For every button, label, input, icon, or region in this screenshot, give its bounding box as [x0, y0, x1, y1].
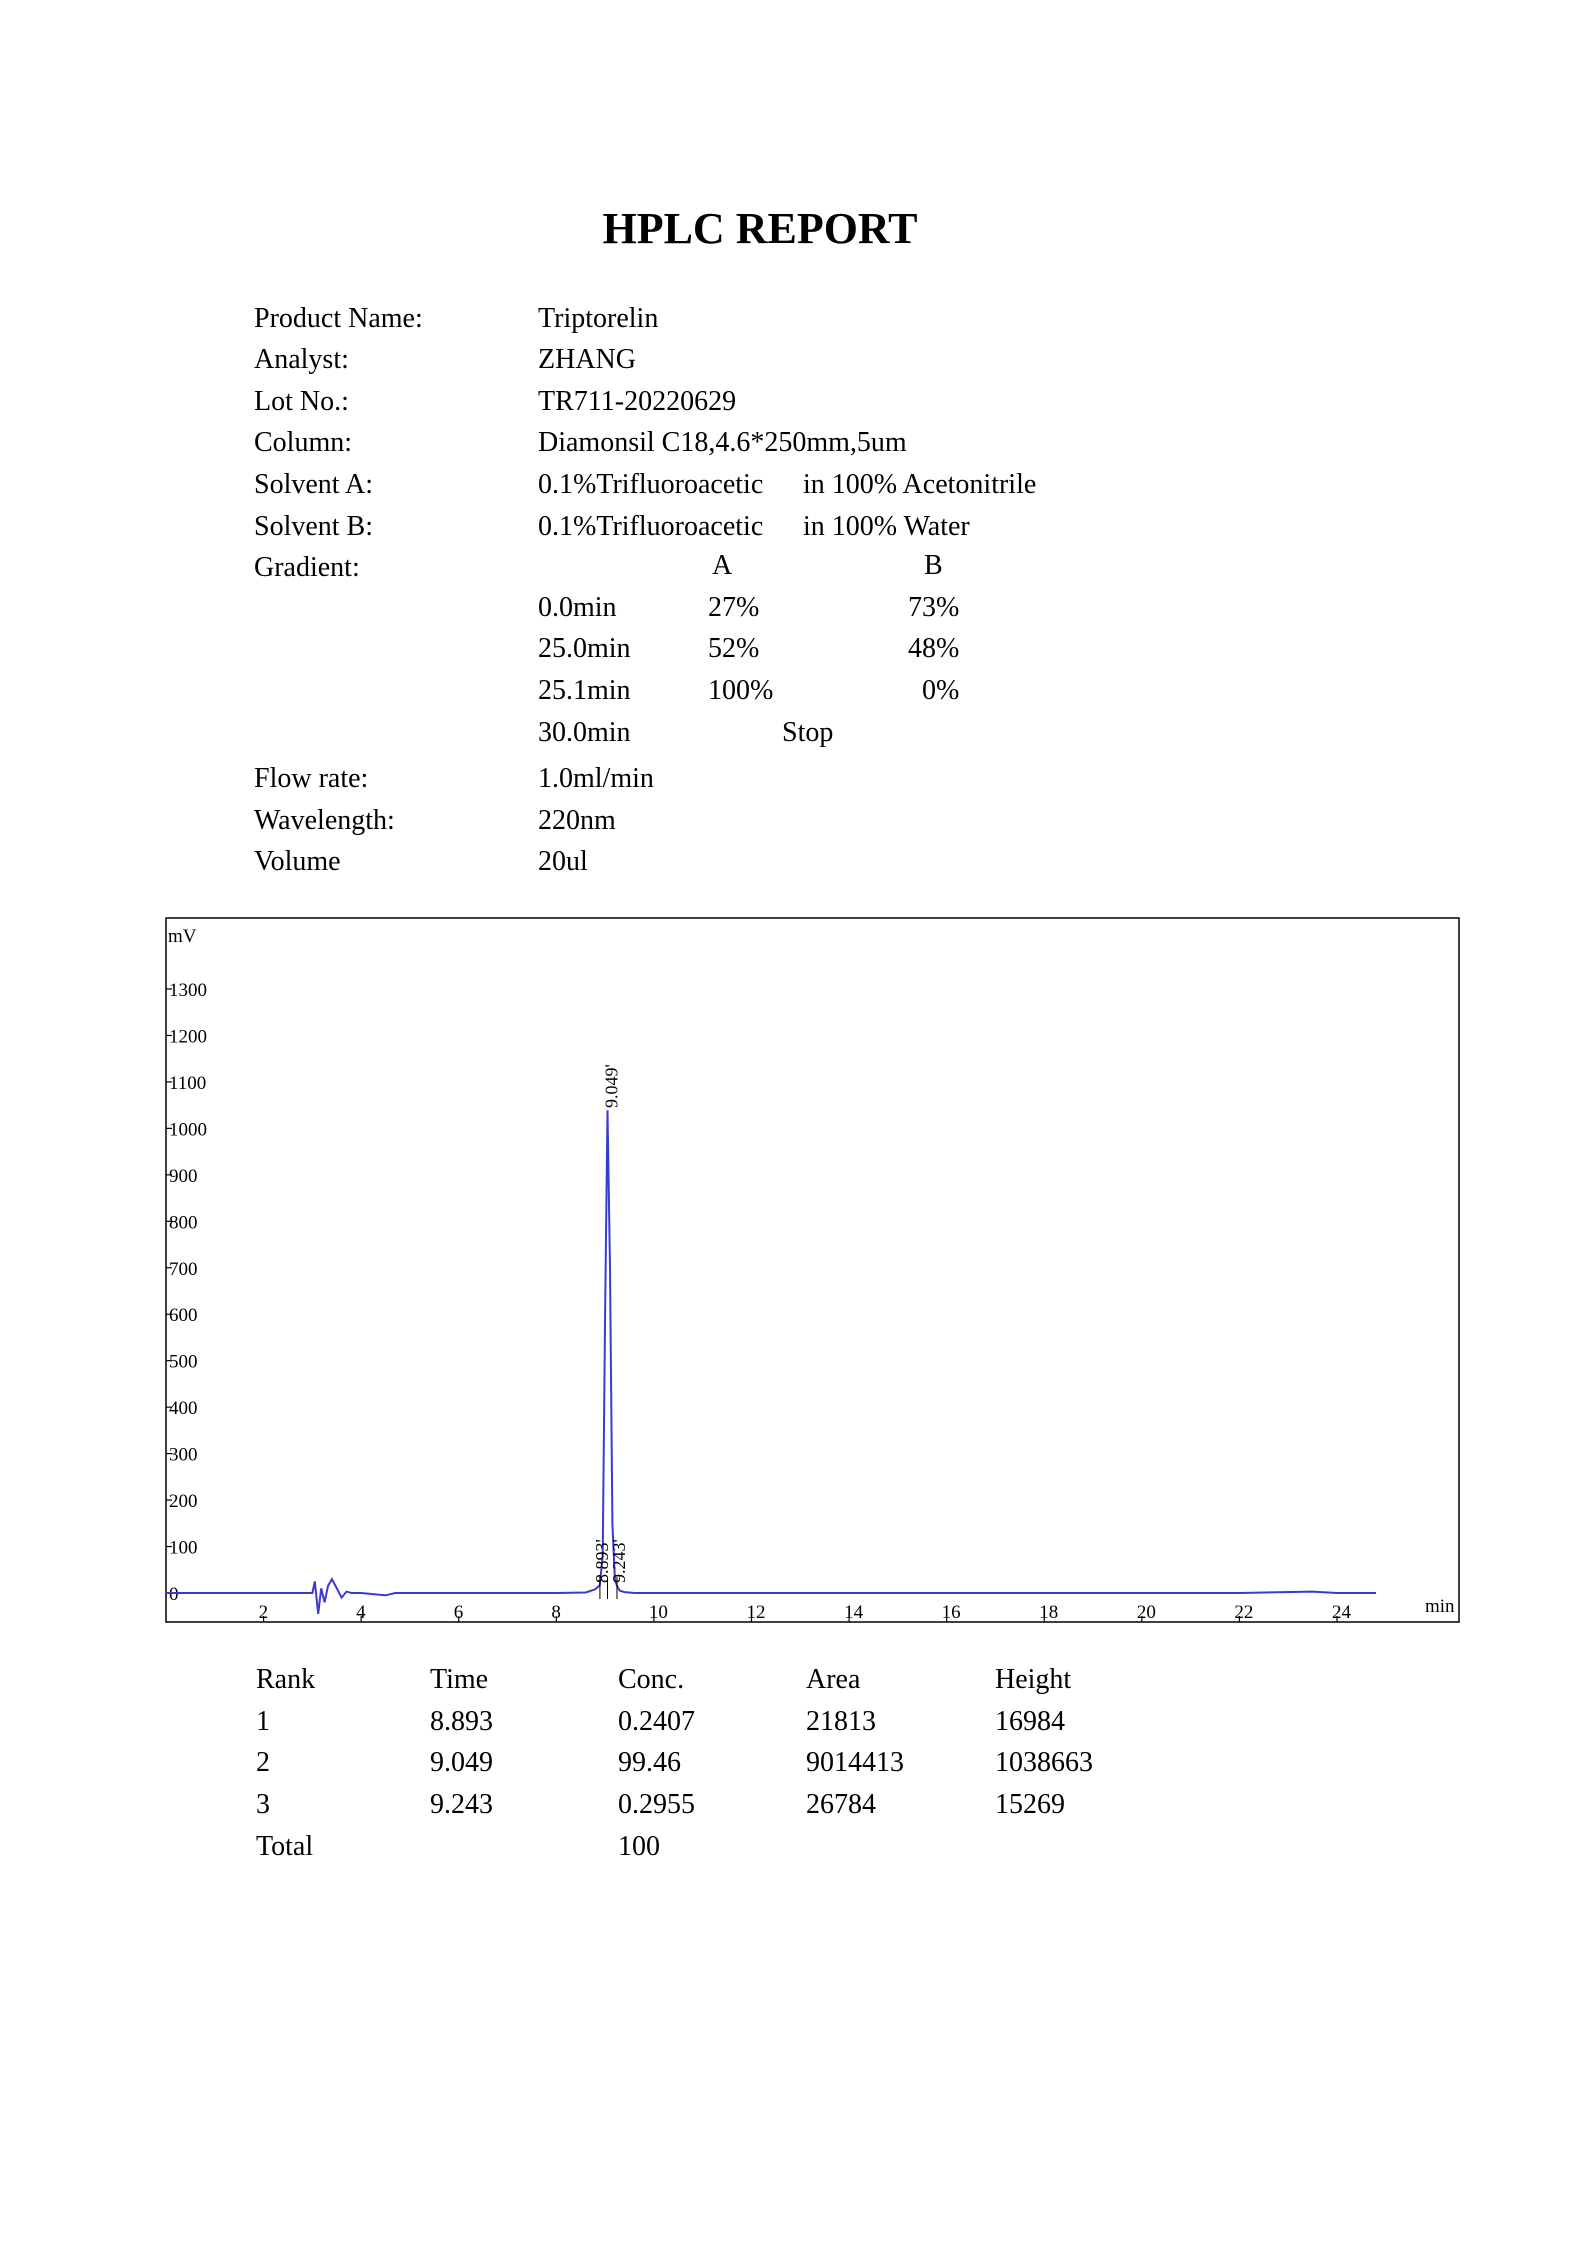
gradient-a: 27% — [708, 592, 760, 623]
gradient-time: 0.0min — [538, 592, 617, 623]
results-header-conc: Conc. — [618, 1664, 685, 1695]
peak-label: 8.893' — [591, 1539, 612, 1583]
column-value: Diamonsil C18,4.6*250mm,5um — [538, 427, 907, 458]
y-tick-label: 100 — [169, 1537, 198, 1559]
results-header-area: Area — [806, 1664, 861, 1695]
solvent-a-value2: in 100% Acetonitrile — [803, 469, 1037, 500]
volume-label: Volume — [254, 846, 341, 877]
results-cell: 0.2407 — [618, 1706, 695, 1737]
peak-label: 9.243' — [608, 1539, 629, 1583]
results-cell: 3 — [256, 1789, 270, 1820]
gradient-time: 25.1min — [538, 675, 631, 706]
y-tick-label: 700 — [169, 1258, 198, 1280]
results-cell: 1038663 — [995, 1747, 1093, 1778]
gradient-col-a: A — [712, 550, 733, 581]
results-total-label: Total — [256, 1831, 314, 1862]
gradient-b: 73% — [908, 592, 960, 623]
lot-label: Lot No.: — [254, 386, 349, 417]
y-tick-label: 1000 — [169, 1119, 207, 1141]
product-name-label: Product Name: — [254, 303, 423, 334]
y-tick-label: 200 — [169, 1491, 198, 1513]
results-header-height: Height — [995, 1664, 1072, 1695]
x-tick-label: 20 — [1136, 1602, 1156, 1623]
x-tick-label: 16 — [941, 1602, 961, 1623]
solvent-a-label: Solvent A: — [254, 469, 374, 500]
x-tick-label: 18 — [1039, 1602, 1059, 1623]
results-header-time: Time — [430, 1664, 489, 1695]
results-cell: 9.243 — [430, 1789, 493, 1820]
solvent-b-label: Solvent B: — [254, 511, 374, 542]
gradient-stop-label: Stop — [782, 717, 834, 748]
analyst-value: ZHANG — [538, 344, 636, 375]
wavelength-label: Wavelength: — [254, 805, 395, 836]
x-tick-label: 22 — [1234, 1602, 1254, 1623]
y-tick-label: 400 — [169, 1398, 198, 1420]
gradient-label: Gradient: — [254, 552, 360, 583]
results-total-conc: 100 — [618, 1831, 660, 1862]
results-cell: 0.2955 — [618, 1789, 695, 1820]
peak-label: 9.049' — [601, 1064, 622, 1108]
results-cell: 8.893 — [430, 1706, 493, 1737]
y-tick-label: 800 — [169, 1212, 198, 1234]
results-cell: 15269 — [995, 1789, 1065, 1820]
y-tick-label: 300 — [169, 1444, 198, 1466]
solvent-b-value2: in 100% Water — [803, 511, 970, 542]
x-tick-label: 2 — [258, 1602, 269, 1623]
results-cell: 16984 — [995, 1706, 1065, 1737]
gradient-col-b: B — [924, 550, 943, 581]
x-tick-label: 14 — [844, 1602, 864, 1623]
wavelength-value: 220nm — [538, 805, 616, 836]
results-cell: 99.46 — [618, 1747, 681, 1778]
gradient-a: 100% — [708, 675, 774, 706]
x-tick-label: 12 — [746, 1602, 766, 1623]
y-tick-label: 500 — [169, 1351, 198, 1373]
results-header-rank: Rank — [256, 1664, 316, 1695]
y-axis-label: mV — [168, 926, 197, 947]
results-cell: 9.049 — [430, 1747, 493, 1778]
x-axis-label: min — [1425, 1596, 1455, 1617]
results-cell: 9014413 — [806, 1747, 904, 1778]
gradient-a: 52% — [708, 633, 760, 664]
results-cell: 26784 — [806, 1789, 876, 1820]
chart-tick-labels — [169, 980, 1352, 1623]
gradient-b: 0% — [922, 675, 960, 706]
gradient-time: 25.0min — [538, 633, 631, 664]
gradient-b: 48% — [908, 633, 960, 664]
y-tick-label: 1300 — [169, 980, 207, 1001]
y-tick-label: 600 — [169, 1305, 198, 1327]
analyst-label: Analyst: — [254, 344, 349, 375]
column-label: Column: — [254, 427, 353, 458]
flow-rate-label: Flow rate: — [254, 763, 369, 794]
solvent-a-value: 0.1%Trifluoroacetic — [538, 469, 764, 500]
volume-value: 20ul — [538, 846, 588, 877]
y-tick-label: 0 — [169, 1584, 179, 1605]
x-tick-label: 6 — [453, 1602, 464, 1623]
report-title: HPLC REPORT — [602, 204, 918, 253]
x-tick-label: 8 — [551, 1602, 561, 1623]
y-tick-label: 900 — [169, 1165, 198, 1187]
chart-frame — [166, 918, 1459, 1622]
x-tick-label: 10 — [648, 1602, 668, 1623]
chart-ticks — [166, 989, 1337, 1622]
gradient-stop-time: 30.0min — [538, 717, 631, 748]
y-tick-label: 1100 — [169, 1072, 207, 1094]
solvent-b-value: 0.1%Trifluoroacetic — [538, 511, 764, 542]
y-tick-label: 1200 — [169, 1026, 207, 1048]
flow-rate-value: 1.0ml/min — [538, 763, 654, 794]
x-tick-label: 24 — [1332, 1602, 1351, 1623]
results-cell: 1 — [256, 1706, 270, 1737]
chromatogram-line — [166, 1110, 1376, 1614]
x-tick-label: 4 — [356, 1602, 366, 1623]
lot-value: TR711-20220629 — [538, 386, 737, 417]
results-cell: 21813 — [806, 1706, 876, 1737]
product-name-value: Triptorelin — [538, 303, 659, 334]
results-cell: 2 — [256, 1747, 270, 1778]
